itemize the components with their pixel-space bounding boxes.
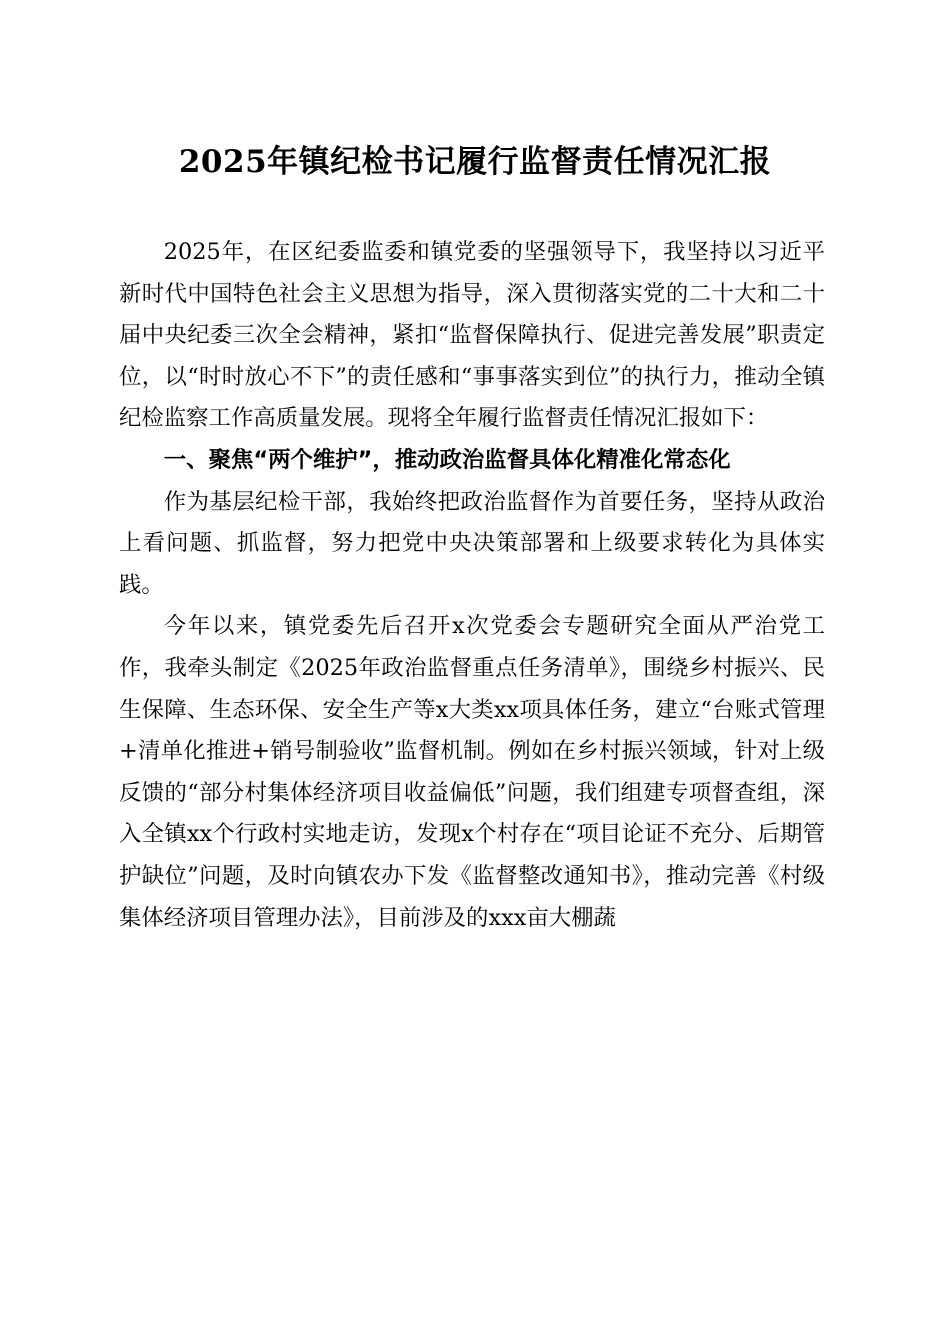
document-title: 2025年镇纪检书记履行监督责任情况汇报	[178, 144, 772, 180]
intro-paragraph: 2025年，在区纪委监委和镇党委的坚强领导下，我坚持以习近平新时代中国特色社会主义思想为指导，深入贯彻落实党的二十大和二十届中央纪委三次全会精神，紧扣“监督保障执行、促进完善发展”职责定位，以“时时放心不下”的责任感和“事事落实到位”的执行力，推动全镇纪检监察工作高质量发展。现将全年履行监督责任情况汇报如下：	[119, 239, 825, 432]
section-1-paragraph-2: 今年以来，镇党委先后召开x次党委会专题研究全面从严治党工作，我牵头制定《2025年政治监督重点任务清单》，围绕乡村振兴、民生保障、生态环保、安全生产等x大类xx项具体任务，建立“台账式管理+清单化推进+销号制验收”监督机制。例如在乡村振兴领域，针对上级反馈的“部分村集体经济项目收益偏低”问题，我们组建专项督查组，深入全镇xx个行政村实地走访，发现x个村存在“项目论证不充分、后期管护缺位”问题，及时向镇农办下发《监督整改通知书》，推动完善《村级集体经济项目管理办法》，目前涉及的xxx亩大棚蔬	[119, 613, 825, 931]
document-body	[119, 232, 825, 939]
section-1-heading: 一、聚焦“两个维护”，推动政治监督具体化精准化常态化	[163, 446, 731, 473]
section-1-paragraph-1: 作为基层纪检干部，我始终把政治监督作为首要任务，坚持从政治上看问题、抓监督，努力把党中央决策部署和上级要求转化为具体实践。	[119, 488, 825, 598]
